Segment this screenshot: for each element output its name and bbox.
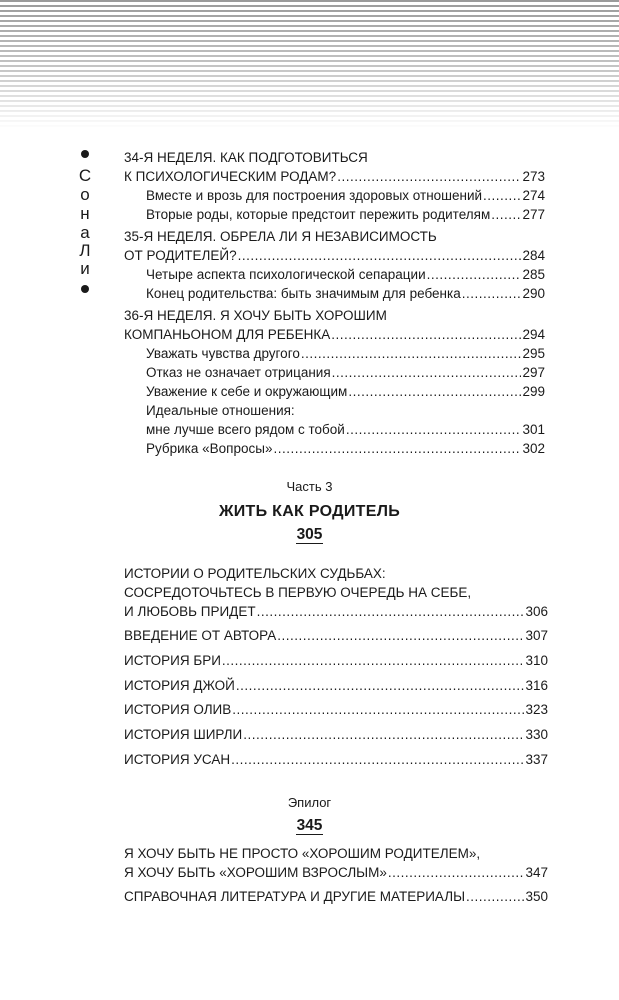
toc-page-number: 330 [525, 727, 548, 742]
toc-entry[interactable] [124, 727, 548, 743]
toc-entry-week34[interactable] [124, 169, 545, 185]
toc-page-number: 306 [525, 604, 548, 619]
toc-page-number: 302 [522, 441, 545, 456]
toc-entry-label: ВВЕДЕНИЕ ОТ АВТОРА [124, 628, 277, 643]
toc-entry-label: ИСТОРИЯ БРИ [124, 653, 221, 668]
toc-entry-label: К ПСИХОЛОГИЧЕСКИМ РОДАМ? [124, 169, 337, 184]
epilogue-entry-line1: Я ХОЧУ БЫТЬ НЕ ПРОСТО «ХОРОШИМ РОДИТЕЛЕМ», [124, 846, 481, 861]
toc-entry-week35[interactable] [124, 248, 545, 264]
part-page-number [0, 525, 619, 545]
toc-subentry-label: Вместе и врозь для построения здоровых отношений [146, 188, 483, 203]
toc-entry-stories[interactable] [124, 604, 548, 620]
toc-entry[interactable] [124, 678, 548, 694]
toc-subentry[interactable] [146, 384, 545, 400]
toc-page-number: 297 [522, 365, 545, 380]
toc-entry-label: ИСТОРИЯ ДЖОЙ [124, 678, 235, 693]
toc-entry-label: ИСТОРИЯ ШИРЛИ [124, 727, 243, 742]
toc-entry-label: ИСТОРИЯ УСАН [124, 752, 231, 767]
dot-leader [238, 248, 522, 264]
dot-leader [331, 327, 521, 343]
spine-dot-top [81, 150, 89, 158]
spine-letter: Л [79, 241, 91, 260]
spine-letter: о [80, 185, 90, 204]
dot-leader [277, 628, 524, 644]
dot-leader [231, 752, 524, 768]
epilogue-page-number-value: 345 [296, 817, 323, 834]
toc-subentry-label: Уважение к себе и окружающим [146, 384, 348, 399]
toc-page-number: 285 [522, 267, 545, 282]
part-title: ЖИТЬ КАК РОДИТЕЛЬ [218, 503, 401, 520]
toc-page-number: 347 [525, 865, 548, 880]
toc-page-number: 299 [522, 384, 545, 399]
spine-letter: и [80, 259, 90, 278]
toc-entry[interactable] [124, 653, 548, 669]
spine-letter: н [80, 204, 90, 223]
toc-subentry-label: Уважать чувства другого [146, 346, 300, 361]
toc-page-number: 337 [525, 752, 548, 767]
toc-entry[interactable] [124, 752, 548, 768]
dot-leader [273, 441, 521, 457]
stories-title-line1: ИСТОРИИ О РОДИТЕЛЬСКИХ СУДЬБАХ: [124, 566, 386, 581]
dot-leader [388, 865, 525, 881]
stories-title-line2: СОСРЕДОТОЧЬТЕСЬ В ПЕРВУЮ ОЧЕРЕДЬ НА СЕБЕ, [124, 585, 472, 600]
dot-leader [301, 346, 522, 362]
dot-leader [332, 365, 522, 381]
week35-title-line1: 35-Я НЕДЕЛЯ. ОБРЕЛА ЛИ Я НЕЗАВИСИМОСТЬ [124, 229, 437, 244]
toc-subentry[interactable] [146, 267, 545, 283]
toc-entry-label: ИСТОРИЯ ОЛИВ [124, 702, 232, 717]
week34-title-line1: 34-Я НЕДЕЛЯ. КАК ПОДГОТОВИТЬСЯ [124, 150, 368, 165]
toc-entry[interactable] [124, 702, 548, 718]
toc-entry-label: КОМПАНЬОНОМ ДЛЯ РЕБЕНКА [124, 327, 331, 342]
part-label: Часть 3 [286, 479, 333, 494]
toc-page-number: 284 [522, 248, 545, 263]
toc-subentry[interactable] [146, 441, 545, 457]
toc-subentry-label: мне лучше всего рядом с тобой [146, 422, 345, 437]
toc-page-number: 323 [525, 702, 548, 717]
toc-page-number: 274 [522, 188, 545, 203]
toc-subentry[interactable] [146, 365, 545, 381]
dot-leader [348, 384, 521, 400]
epilogue-page-number [0, 816, 619, 836]
toc-subentry[interactable] [146, 188, 545, 204]
epilogue-label: Эпилог [287, 795, 332, 810]
dot-leader [346, 422, 522, 438]
spine-letter: а [80, 223, 90, 242]
dot-leader [232, 702, 524, 718]
dot-leader [427, 267, 522, 283]
toc-page-number: 273 [522, 169, 545, 184]
toc-page-number: 316 [525, 678, 548, 693]
toc-entry-label: ОТ РОДИТЕЛЕЙ? [124, 248, 237, 263]
toc-page-number: 277 [522, 207, 545, 222]
dot-leader [337, 169, 521, 185]
toc-subentry-label-line1: Идеальные отношения: [146, 403, 295, 418]
toc-entry-epilogue[interactable] [124, 865, 548, 881]
toc-entry-references[interactable] [124, 889, 548, 905]
week36-title-line1: 36-Я НЕДЕЛЯ. Я ХОЧУ БЫТЬ ХОРОШИМ [124, 308, 387, 323]
header-stripes [0, 0, 619, 130]
dot-leader [243, 727, 524, 743]
toc-page-number: 295 [522, 346, 545, 361]
toc-subentry[interactable] [146, 346, 545, 362]
toc-entry-label: СПРАВОЧНАЯ ЛИТЕРАТУРА И ДРУГИЕ МАТЕРИАЛЫ [124, 889, 466, 904]
toc-subentry-label: Конец родительства: быть значимым для ребенка [146, 286, 461, 301]
dot-leader [462, 286, 522, 302]
dot-leader [257, 604, 525, 620]
toc-entry-label: Я ХОЧУ БЫТЬ «ХОРОШИМ ВЗРОСЛЫМ» [124, 865, 387, 880]
toc-entry-week36[interactable] [124, 327, 545, 343]
dot-leader [222, 653, 525, 669]
toc-subentry-label: Четыре аспекта психологической сепарации [146, 267, 426, 282]
toc-entry-label: И ЛЮБОВЬ ПРИДЕТ [124, 604, 256, 619]
part-page-number-value: 305 [296, 526, 323, 543]
toc-subentry[interactable] [146, 207, 545, 223]
toc-page-number: 290 [522, 286, 545, 301]
dot-leader [236, 678, 525, 694]
toc-subentry-label: Рубрика «Вопросы» [146, 441, 273, 456]
toc-page-number: 294 [522, 327, 545, 342]
toc-page-number: 350 [525, 889, 548, 904]
toc-subentry[interactable] [146, 422, 545, 438]
toc-page-number: 310 [525, 653, 548, 668]
spine-letter: С [78, 166, 92, 185]
toc-page-number: 301 [522, 422, 545, 437]
dot-leader [491, 207, 521, 223]
toc-subentry-label: Отказ не означает отрицания [146, 365, 331, 380]
dot-leader [466, 889, 524, 905]
toc-subentry[interactable] [146, 286, 545, 302]
toc-entry[interactable] [124, 628, 548, 644]
dot-leader [483, 188, 521, 204]
spine-dot-bottom [81, 285, 89, 293]
toc-subentry-label: Вторые роды, которые предстоит пережить родителям [146, 207, 491, 222]
toc-page-number: 307 [525, 628, 548, 643]
